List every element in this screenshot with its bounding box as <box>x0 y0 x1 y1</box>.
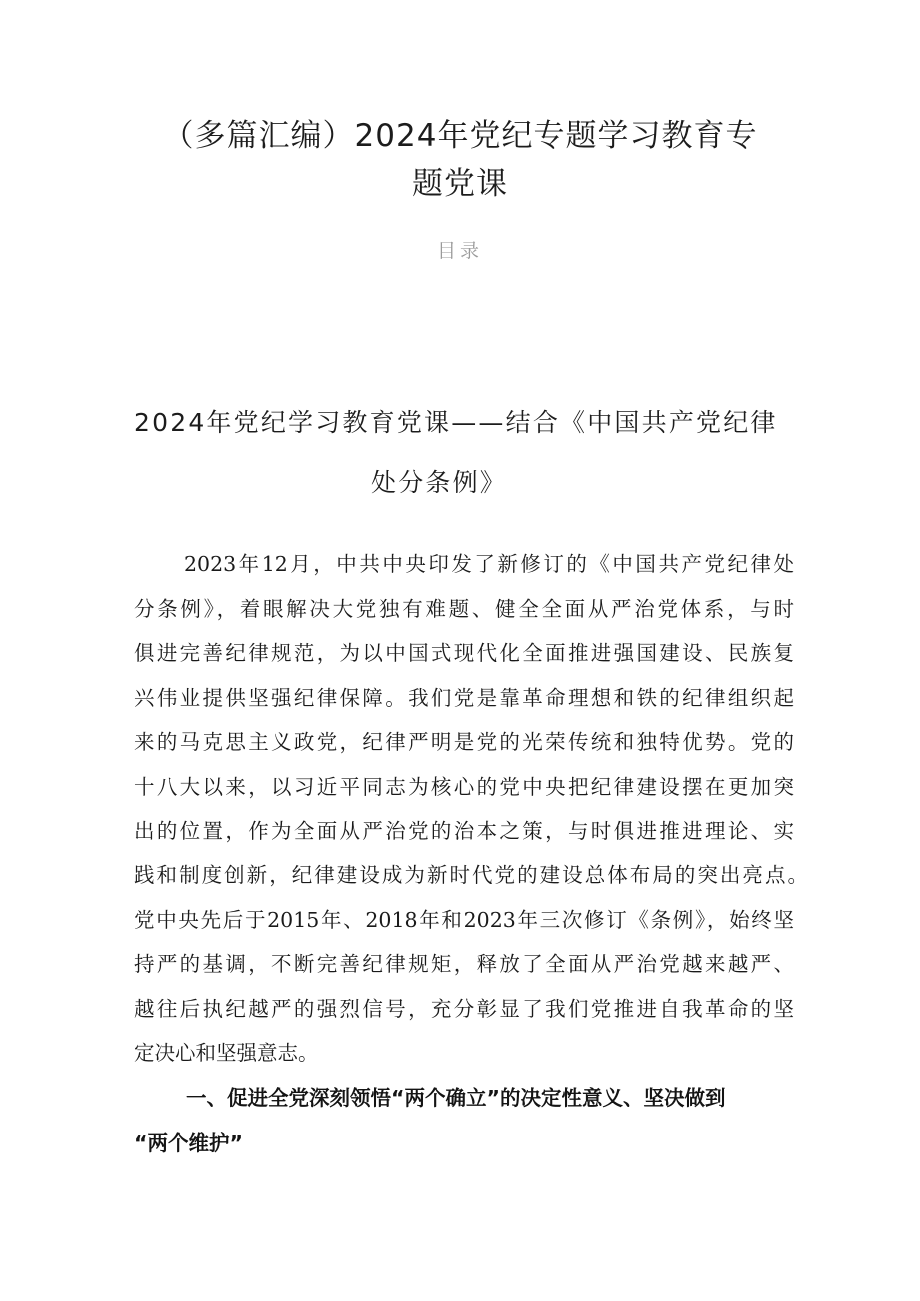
paragraph-line: 俱进完善纪律规范，为以中国式现代化全面推进强国建设、民族复 <box>134 641 794 665</box>
paragraph-line: 分条例》，着眼解决大党独有难题、健全全面从严治党体系，与时 <box>134 597 794 621</box>
paragraph-line: 持严的基调，不断完善纪律规矩，释放了全面从严治党越来越严、 <box>134 952 794 976</box>
section-heading-line-1: 一、促进全党深刻领悟“两个确立”的决定性意义、坚决做到 <box>186 1086 726 1110</box>
article-heading-line-1: 2024年党纪学习教育党课——结合《中国共产党纪律 <box>134 408 778 437</box>
article-heading-line-2: 处分条例》 <box>371 468 508 497</box>
paragraph-line: 十八大以来，以习近平同志为核心的党中央把纪律建设摆在更加突 <box>134 775 794 799</box>
paragraph-line: 兴伟业提供坚强纪律保障。我们党是靠革命理想和铁的纪律组织起 <box>134 686 794 710</box>
paragraph-line: 定决心和坚强意志。 <box>134 1041 319 1065</box>
paragraph-line: 践和制度创新，纪律建设成为新时代党的建设总体布局的突出亮点。 <box>134 863 808 887</box>
paragraph-line: 出的位置，作为全面从严治党的治本之策，与时俱进推进理论、实 <box>134 819 794 843</box>
document-title-line-1: （多篇汇编）2024年党纪专题学习教育专 <box>162 118 758 154</box>
section-heading-line-2: “两个维护” <box>134 1131 243 1155</box>
document-title-line-2: 题党课 <box>412 166 508 202</box>
paragraph-line: 党中央先后于2015年、2018年和2023年三次修订《条例》，始终坚 <box>134 908 794 932</box>
table-of-contents-label[interactable]: 目录 <box>436 240 483 262</box>
paragraph-line: 2023年12月，中共中央印发了新修订的《中国共产党纪律处 <box>184 552 794 576</box>
paragraph-line: 越往后执纪越严的强烈信号，充分彰显了我们党推进自我革命的坚 <box>134 997 794 1021</box>
paragraph-line: 来的马克思主义政党，纪律严明是党的光荣传统和独特优势。党的 <box>134 730 794 754</box>
